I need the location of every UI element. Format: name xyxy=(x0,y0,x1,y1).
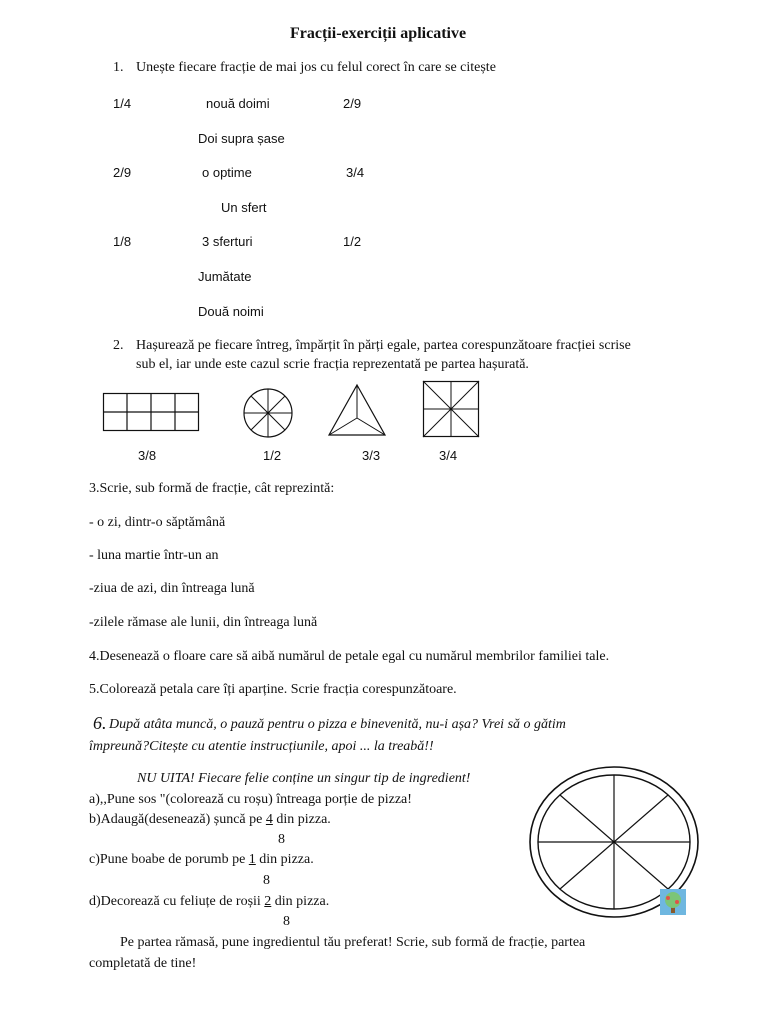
ex2-fraction-label: 3/3 xyxy=(362,448,381,463)
ex6-step-c xyxy=(89,852,314,868)
ex3-item: -ziua de azi, din întreaga lună xyxy=(89,581,255,596)
ex3-item: -zilele rămase ale lunii, din întreaga lună xyxy=(89,615,318,630)
step-c-numerator: 1 xyxy=(248,852,256,867)
ex3-heading: 3.Scrie, sub formă de fracție, cât reprezintă: xyxy=(89,481,335,496)
tree-logo-icon xyxy=(660,889,686,915)
ex1-reading: Jumătate xyxy=(198,269,252,284)
ex1-right-fraction: 3/4 xyxy=(346,165,365,180)
ex6-intro-line1: După atâta muncă, o pauză pentru o pizza e binevenită, nu-i așa? Vrei să o gătim xyxy=(109,717,566,732)
ex2-number: 2. xyxy=(113,338,124,353)
step-c-suffix: din pizza. xyxy=(255,852,314,867)
step-b-denominator: 8 xyxy=(278,832,285,847)
ex5-text: 5.Colorează petala care îți aparține. Scrie fracția corespunzătoare. xyxy=(89,682,457,697)
ex6-step-a: a),,Pune sos "(colorează cu roșu) întreaga porție de pizza! xyxy=(89,792,412,807)
ex3-item: - o zi, dintr-o săptămână xyxy=(89,515,226,530)
ex1-left-fraction: 1/8 xyxy=(113,234,132,249)
ex3-item: - luna martie într-un an xyxy=(89,548,219,563)
ex4-text: 4.Desenează o floare care să aibă numărul de petale egal cu numărul membrilor familiei tale. xyxy=(89,649,610,664)
ex1-reading: o optime xyxy=(202,165,252,180)
step-d-text: d)Decorează cu feliuțe de roșii xyxy=(89,894,265,909)
ex1-reading: Doi supra șase xyxy=(198,131,285,146)
ex2-fraction-label: 3/4 xyxy=(439,448,458,463)
square-eighths-shape[interactable] xyxy=(423,381,479,437)
step-b-suffix: din pizza. xyxy=(272,812,331,827)
ex2-fraction-label: 1/2 xyxy=(263,448,282,463)
ex1-reading: Două noimi xyxy=(198,304,264,319)
step-c-text: c)Pune boabe de porumb pe xyxy=(89,852,249,867)
ex6-note: NU UITA! Fiecare felie conține un singur tip de ingredient! xyxy=(137,771,471,786)
step-d-suffix: din pizza. xyxy=(271,894,330,909)
ex1-left-fraction: 1/4 xyxy=(113,96,132,111)
circle-eighths-shape[interactable] xyxy=(243,388,293,438)
ex1-reading: 3 sferturi xyxy=(202,234,253,249)
ex6-closing-line1: Pe partea rămasă, pune ingredientul tău preferat! Scrie, sub formă de fracție, partea xyxy=(120,935,586,950)
ex2-instruction-line2: sub el, iar unde este cazul scrie fracția reprezentată pe partea hașurată. xyxy=(136,357,529,372)
step-b-text: b)Adaugă(desenează) șuncă pe xyxy=(89,812,266,827)
rectangle-grid-shape[interactable] xyxy=(103,393,199,431)
triangle-thirds-shape[interactable] xyxy=(328,384,386,436)
ex6-closing-line2: completată de tine! xyxy=(89,956,197,971)
page-title: Fracții-exerciții aplicative xyxy=(290,25,467,42)
ex1-left-fraction: 2/9 xyxy=(113,165,132,180)
ex6-intro-line2: împreună?Citește cu atentie instrucțiunile, apoi ... la treabă!! xyxy=(89,739,434,754)
ex1-instruction: Unește fiecare fracție de mai jos cu felul corect în care se citește xyxy=(136,60,496,75)
ex1-reading: nouă doimi xyxy=(206,96,270,111)
ex1-reading: Un sfert xyxy=(221,200,267,215)
step-c-denominator: 8 xyxy=(263,873,270,888)
ex6-number: 6. xyxy=(93,713,107,733)
ex6-step-b xyxy=(89,812,331,828)
ex1-number: 1. xyxy=(113,60,124,75)
ex2-fraction-label: 3/8 xyxy=(138,448,157,463)
ex1-right-fraction: 2/9 xyxy=(343,96,362,111)
step-d-numerator: 2 xyxy=(264,894,272,909)
step-b-numerator: 4 xyxy=(265,812,273,827)
step-d-denominator: 8 xyxy=(283,914,290,929)
ex6-step-d xyxy=(89,894,329,910)
ex2-instruction-line1: Hașurează pe fiecare întreg, împărțit în părți egale, partea corespunzătoare fracției scrise xyxy=(136,338,631,353)
ex1-right-fraction: 1/2 xyxy=(343,234,362,249)
